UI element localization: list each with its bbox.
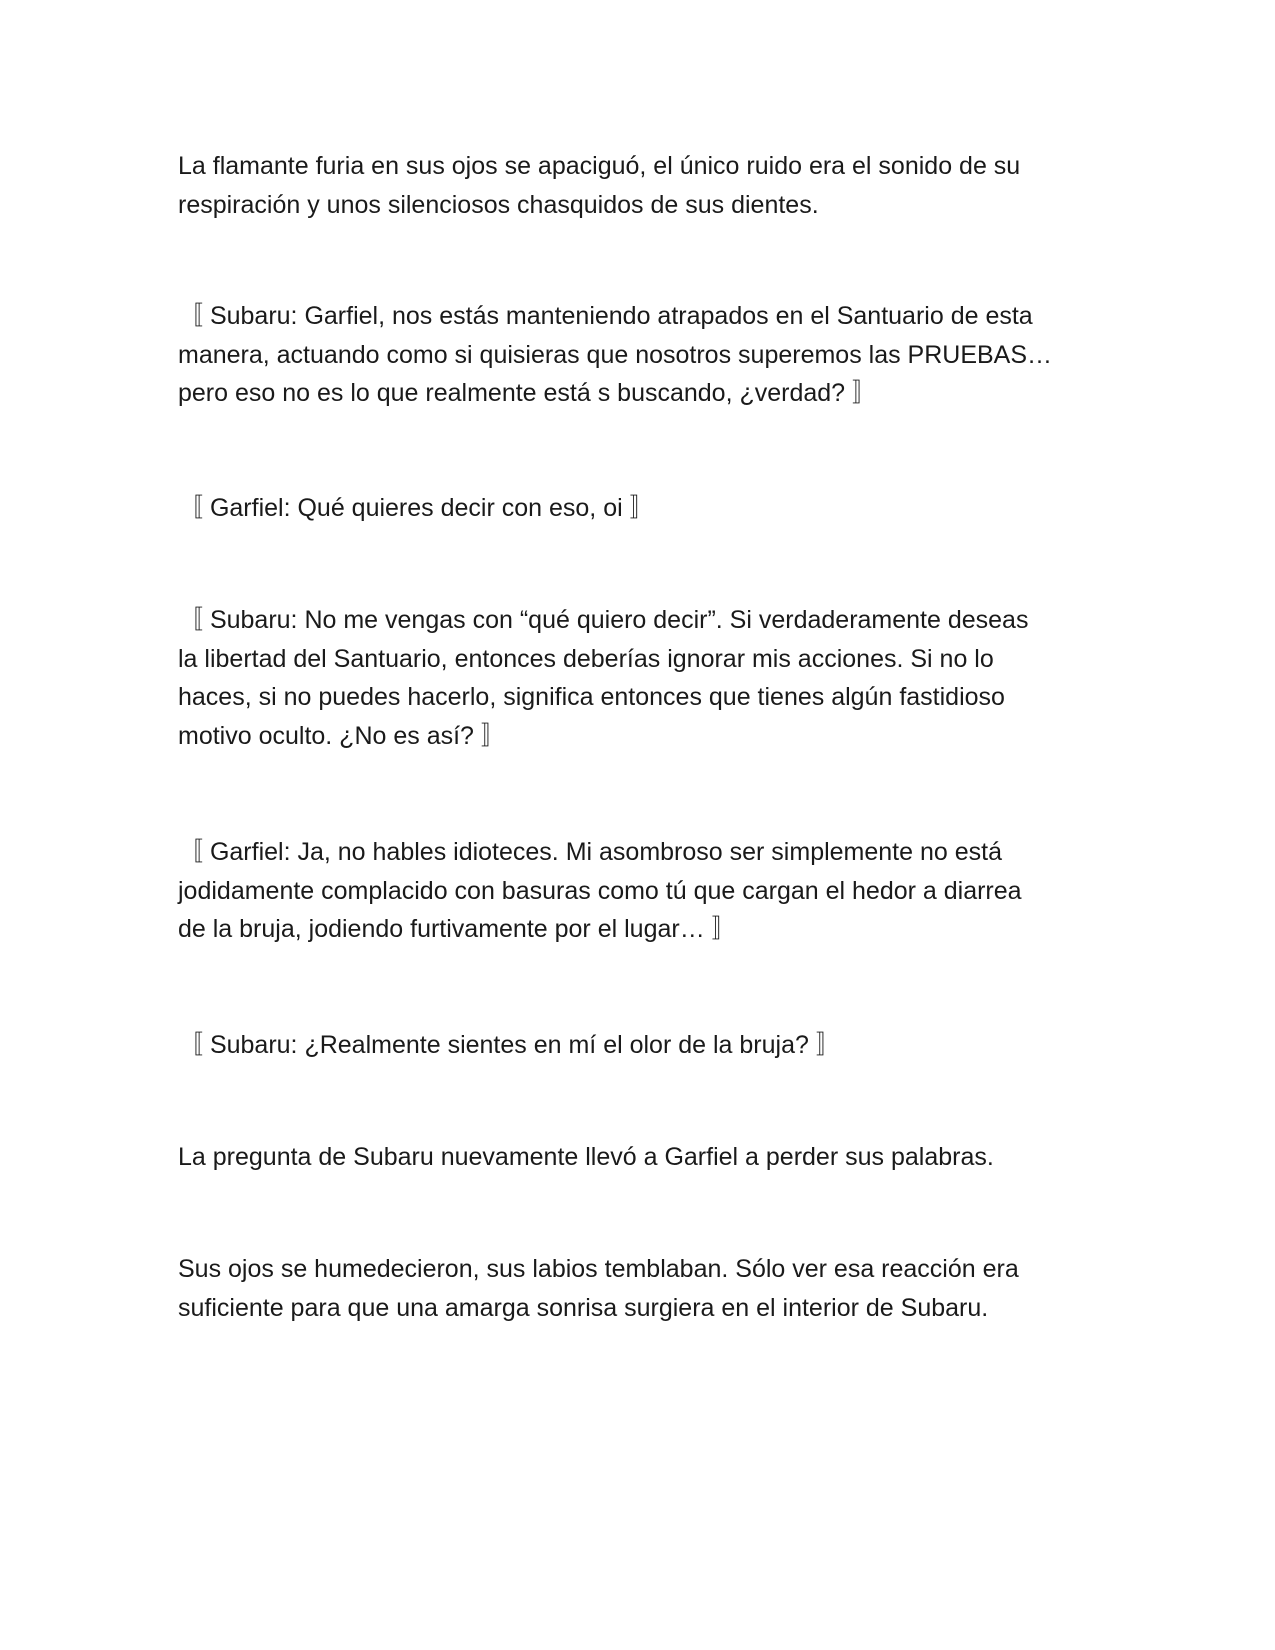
dialogue-subaru: 〚 Subaru: Garfiel, nos estás manteniendo atrapados en el Santuario de esta manera, actuando como si quisieras que nosotros superemos las PRUEBAS… pero eso no es lo que realmente está s buscando, ¿verdad? 〛: [178, 302, 1053, 407]
narration-paragraph: Sus ojos se humedecieron, sus labios temblaban. Sólo ver esa reacción era suficiente para que una amarga sonrisa surgiera en el interior de Subaru.: [178, 1255, 1019, 1322]
dialogue-subaru: 〚 Subaru: ¿Realmente sientes en mí el olor de la bruja? 〛: [178, 1031, 841, 1059]
dialogue-garfiel: 〚 Garfiel: Qué quieres decir con eso, oi 〛: [178, 494, 655, 522]
dialogue-garfiel: 〚 Garfiel: Ja, no hables idioteces. Mi asombroso ser simplemente no está jodidamente complacido con basuras como tú que cargan el hedor a diarrea de la bruja, jodiendo furtivamente por el lugar… 〛: [178, 838, 1022, 943]
dialogue-subaru: 〚 Subaru: No me vengas con “qué quiero decir”. Si verdaderamente deseas la libertad del Santuario, entonces deberías ignorar mis acciones. Si no lo haces, si no puedes hacerlo, significa entonces que tienes algún fastidioso motivo oculto. ¿No es así? 〛: [178, 606, 1029, 750]
narration-paragraph: La pregunta de Subaru nuevamente llevó a Garfiel a perder sus palabras.: [178, 1143, 994, 1171]
narration-paragraph: La flamante furia en sus ojos se apaciguó, el único ruido era el sonido de su respiración y unos silenciosos chasquidos de sus dientes.: [178, 152, 1021, 219]
